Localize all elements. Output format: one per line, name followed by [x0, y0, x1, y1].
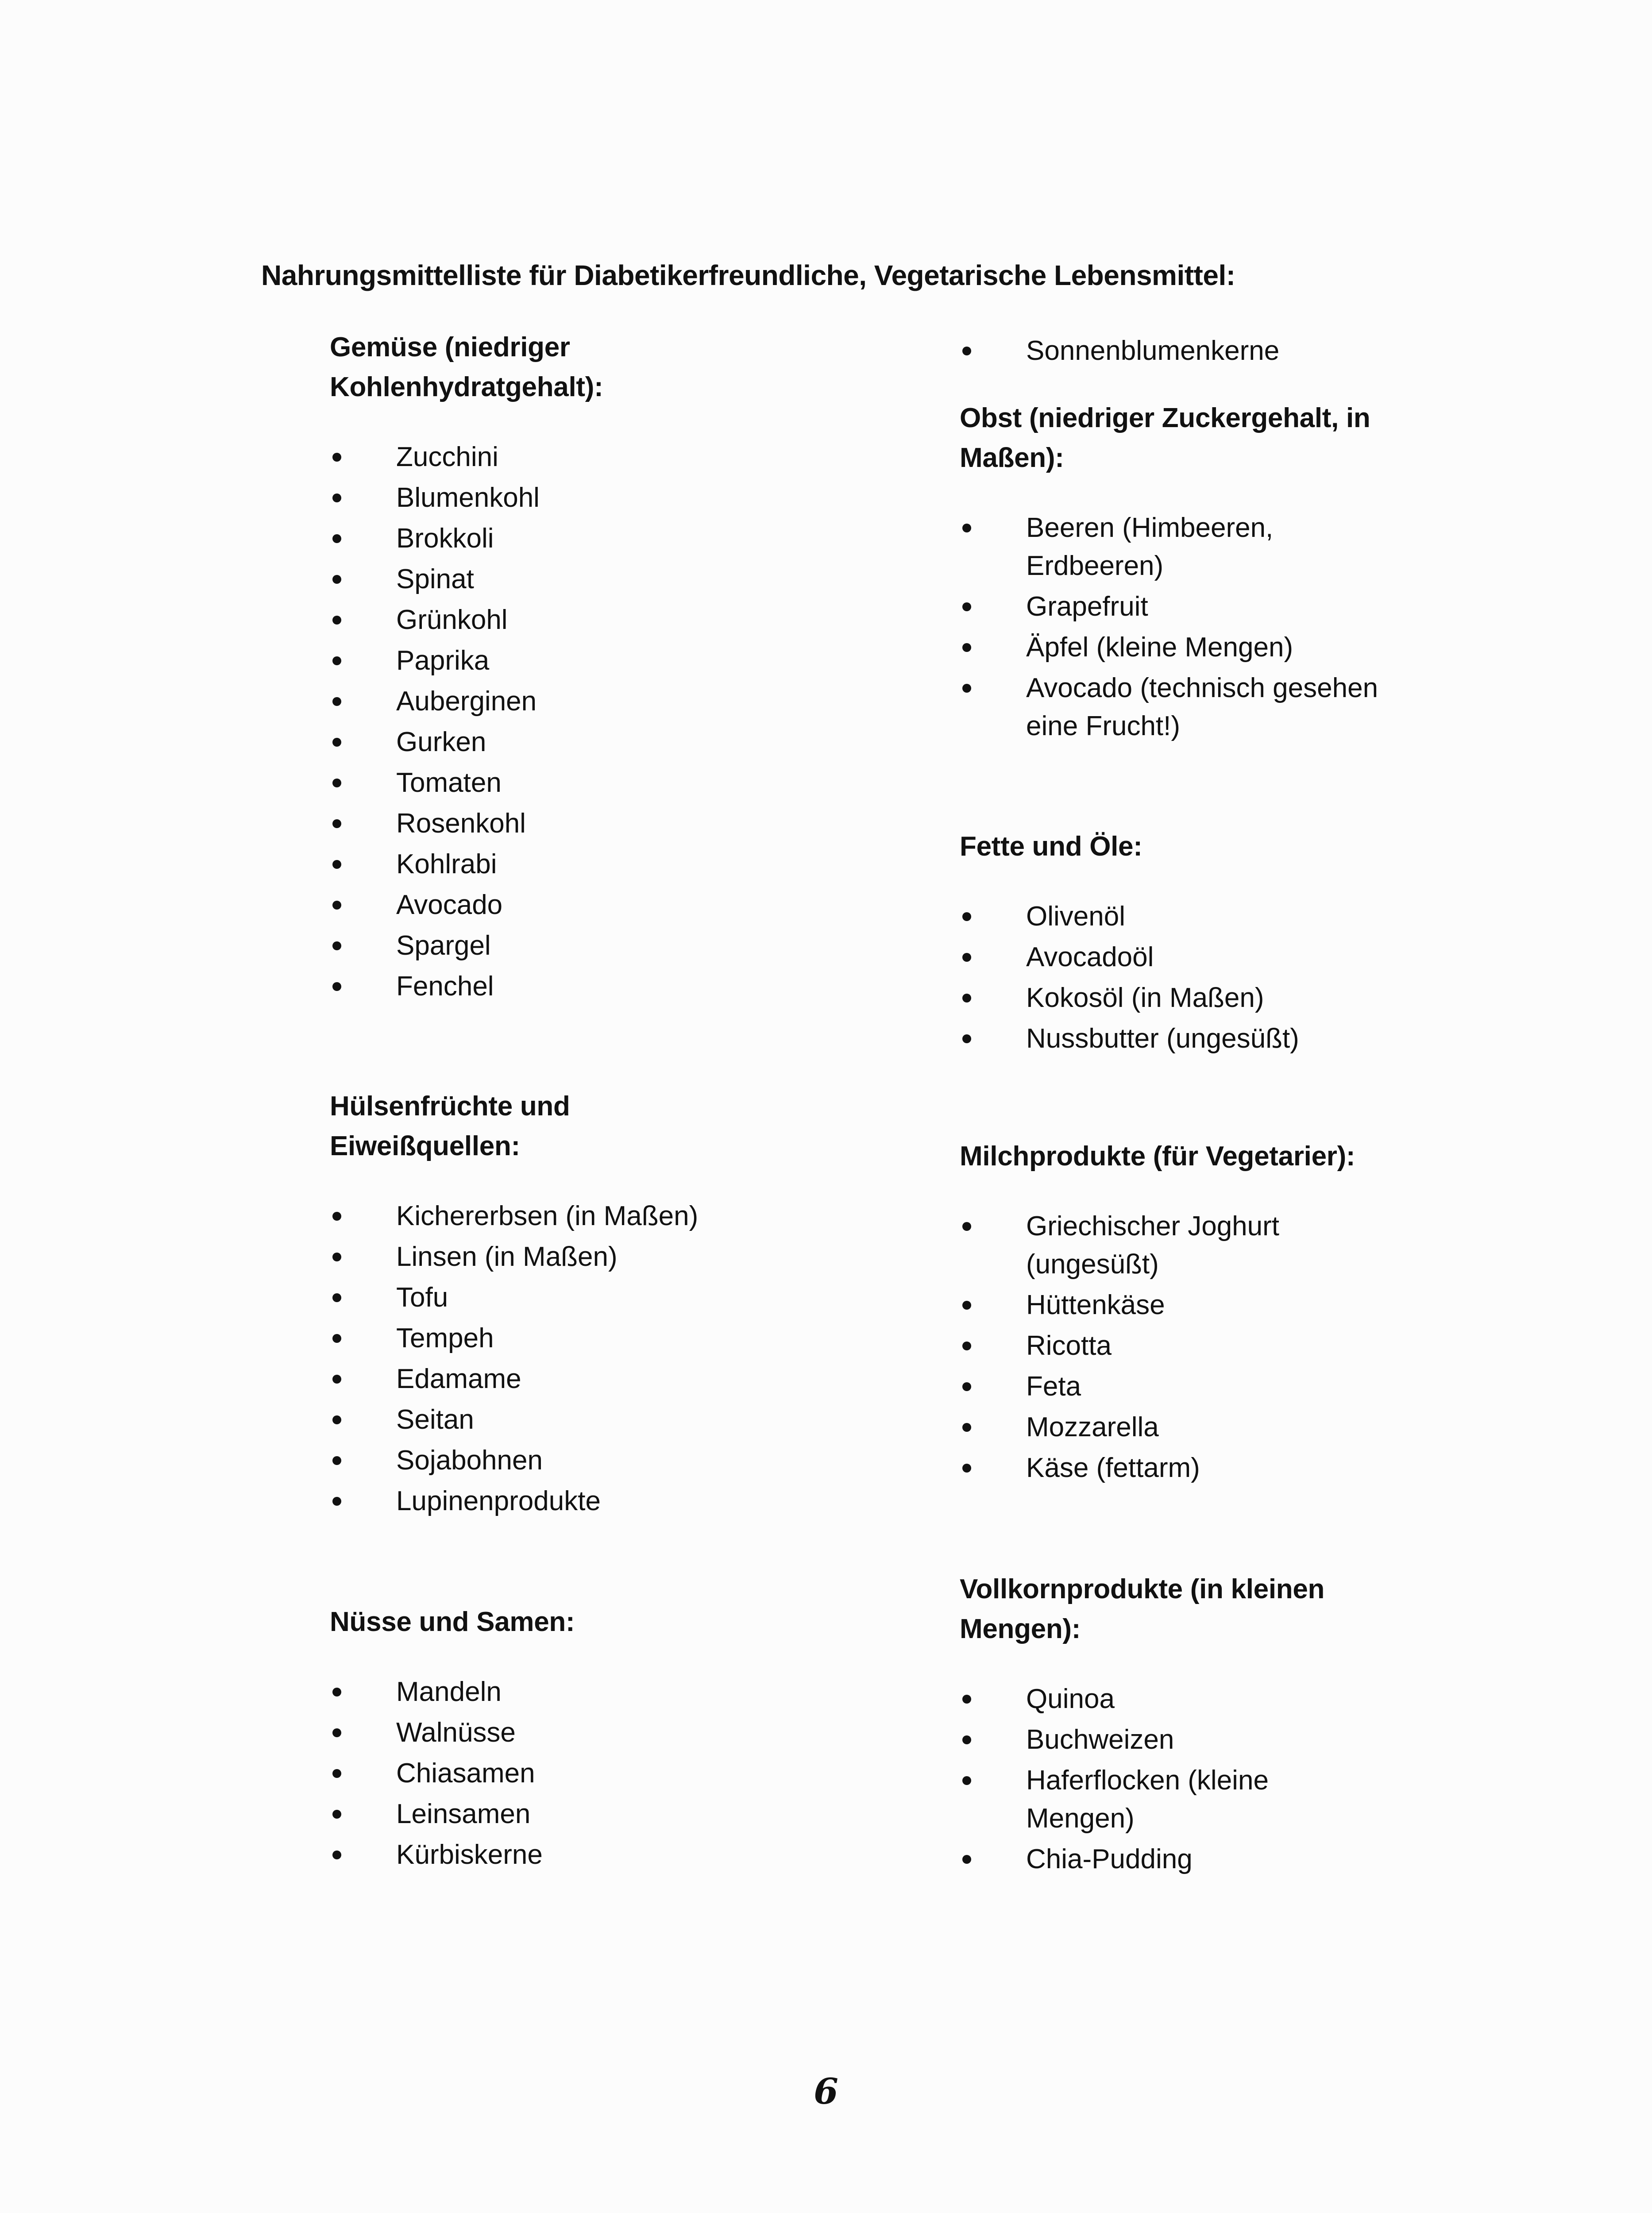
bullet-icon — [962, 953, 971, 962]
list-item-text: Seitan — [396, 1404, 474, 1435]
bullet-icon — [332, 1212, 341, 1221]
list-item-text: Käse (fettarm) — [1026, 1453, 1200, 1483]
list-item — [330, 1795, 781, 1833]
section-vollkorn — [960, 1569, 1411, 1881]
list-item-text: Kichererbsen (in Maßen) — [396, 1201, 699, 1231]
bullet-icon — [332, 534, 341, 543]
list-item-text: Kokosöl (in Maßen) — [1026, 983, 1264, 1013]
list-item — [330, 927, 781, 965]
section-fette — [960, 827, 1411, 1060]
list-item-text: Brokkoli — [396, 523, 494, 554]
list-item-text: Tofu — [396, 1282, 448, 1313]
bullet-icon — [332, 1497, 341, 1506]
list-item-text: Griechischer Joghurt — [1026, 1211, 1280, 1241]
bullet-icon — [962, 347, 971, 355]
section-heading-line: Gemüse (niedriger — [330, 332, 570, 362]
list-item-text: Blumenkohl — [396, 482, 540, 513]
section-heading-line: Obst (niedriger Zuckergehalt, in — [960, 403, 1370, 433]
bullet-icon — [332, 453, 341, 462]
section-heading — [330, 328, 781, 407]
bullet-icon — [332, 1769, 341, 1778]
list-item — [330, 1442, 781, 1480]
list-item-text: Nussbutter (ungesüßt) — [1026, 1023, 1299, 1054]
list-item — [330, 1401, 781, 1439]
list-item-text: Rosenkohl — [396, 808, 526, 839]
list-item-text: Lupinenprodukte — [396, 1486, 601, 1516]
list-item — [330, 1836, 781, 1874]
list-item — [960, 1449, 1411, 1487]
bullet-icon — [332, 697, 341, 706]
bullet-icon — [332, 575, 341, 584]
section-milch — [960, 1137, 1411, 1490]
section-heading-line: Milchprodukte (für Vegetarier): — [960, 1141, 1355, 1172]
list-item — [960, 1368, 1411, 1406]
list-item-text: Sonnenblumenkerne — [1026, 335, 1280, 366]
list-item — [960, 1020, 1411, 1058]
list-item-text: Mengen) — [1026, 1803, 1135, 1834]
list-item — [330, 1482, 781, 1520]
list-item-text: Sojabohnen — [396, 1445, 543, 1476]
section-heading-line: Kohlenhydratgehalt): — [330, 372, 603, 402]
bullet-icon — [332, 1456, 341, 1465]
list-item-text: Gurken — [396, 727, 486, 757]
list-item — [960, 332, 1411, 370]
list-item-text: eine Frucht!) — [1026, 711, 1181, 741]
list-item — [330, 479, 781, 517]
item-list — [960, 332, 1411, 370]
list-item — [960, 898, 1411, 936]
list-item — [960, 669, 1411, 745]
section-heading-line: Nüsse und Samen: — [330, 1607, 575, 1637]
bullet-icon — [332, 1375, 341, 1384]
bullet-icon — [962, 1301, 971, 1310]
list-item-text: Avocadoöl — [1026, 942, 1154, 972]
list-item — [960, 1762, 1411, 1838]
bullet-icon — [332, 819, 341, 828]
item-list — [960, 898, 1411, 1058]
list-item — [330, 723, 781, 761]
list-item-text: Auberginen — [396, 686, 537, 717]
list-item-text: Walnüsse — [396, 1717, 516, 1748]
list-item — [960, 938, 1411, 976]
list-item — [330, 560, 781, 598]
bullet-icon — [332, 1688, 341, 1696]
list-item — [330, 1360, 781, 1398]
list-item — [330, 1319, 781, 1357]
list-item-text: Kohlrabi — [396, 849, 497, 879]
section-nuesse — [330, 1602, 781, 1877]
list-item — [330, 682, 781, 721]
item-list — [330, 438, 781, 1006]
list-item-text: Äpfel (kleine Mengen) — [1026, 632, 1293, 663]
list-item — [330, 1238, 781, 1276]
bullet-icon — [332, 1253, 341, 1261]
bullet-icon — [332, 1728, 341, 1737]
list-item — [330, 886, 781, 924]
list-item — [330, 1279, 781, 1317]
list-item-text: Buchweizen — [1026, 1724, 1174, 1755]
list-item-text: (ungesüßt) — [1026, 1249, 1159, 1280]
list-item-text: Kürbiskerne — [396, 1839, 543, 1870]
bullet-icon — [332, 982, 341, 991]
list-item — [330, 642, 781, 680]
bullet-icon — [332, 1851, 341, 1859]
list-item-text: Grapefruit — [1026, 591, 1148, 622]
bullet-icon — [332, 1334, 341, 1343]
list-item-text: Avocado — [396, 890, 503, 920]
list-item-text: Linsen (in Maßen) — [396, 1241, 618, 1272]
list-item — [960, 1840, 1411, 1878]
item-list — [960, 509, 1411, 745]
section-heading — [960, 1569, 1411, 1649]
list-item — [330, 1673, 781, 1711]
bullet-icon — [962, 1695, 971, 1704]
list-item-text: Mozzarella — [1026, 1412, 1159, 1442]
item-list — [330, 1197, 781, 1520]
section-heading-line: Mengen): — [960, 1614, 1081, 1644]
list-item-text: Quinoa — [1026, 1684, 1115, 1714]
list-item — [330, 1197, 781, 1235]
section-heading-line: Eiweißquellen: — [330, 1131, 520, 1161]
list-item-text: Spargel — [396, 930, 491, 961]
list-item-text: Feta — [1026, 1371, 1081, 1402]
list-item — [960, 509, 1411, 585]
section-heading-line: Fette und Öle: — [960, 831, 1143, 862]
list-item-text: Haferflocken (kleine — [1026, 1765, 1269, 1796]
section-heading — [960, 827, 1411, 867]
section-obst — [960, 398, 1411, 748]
bullet-icon — [332, 1293, 341, 1302]
bullet-icon — [962, 1034, 971, 1043]
bullet-icon — [962, 1222, 971, 1231]
section-heading-line: Maßen): — [960, 443, 1064, 473]
list-item-text: Paprika — [396, 645, 490, 676]
item-list — [330, 1673, 781, 1874]
list-item — [330, 438, 781, 476]
list-item — [330, 968, 781, 1006]
item-list — [960, 1680, 1411, 1878]
list-item — [960, 1327, 1411, 1365]
page-title: Nahrungsmittelliste für Diabetikerfreundliche, Vegetarische Lebensmittel: — [261, 259, 1235, 291]
list-item — [960, 1408, 1411, 1446]
section-heading — [960, 398, 1411, 478]
list-item — [960, 979, 1411, 1017]
bullet-icon — [332, 941, 341, 950]
section-heading — [330, 1602, 781, 1642]
bullet-icon — [962, 1776, 971, 1785]
list-item — [330, 845, 781, 883]
bullet-icon — [332, 738, 341, 747]
bullet-icon — [962, 602, 971, 611]
section-heading — [960, 1137, 1411, 1176]
list-item-text: Chiasamen — [396, 1758, 535, 1789]
list-item-text: Leinsamen — [396, 1799, 531, 1829]
bullet-icon — [332, 1415, 341, 1424]
list-item-text: Olivenöl — [1026, 901, 1125, 932]
list-item-text: Beeren (Himbeeren, — [1026, 513, 1274, 543]
list-item — [330, 764, 781, 802]
list-item — [960, 1680, 1411, 1718]
list-item — [330, 520, 781, 558]
bullet-icon — [332, 493, 341, 502]
list-item-text: Tomaten — [396, 767, 502, 798]
bullet-icon — [332, 779, 341, 787]
section-heading — [330, 1087, 781, 1166]
bullet-icon — [962, 1382, 971, 1391]
bullet-icon — [962, 1342, 971, 1350]
list-item-text: Zucchini — [396, 442, 498, 472]
bullet-icon — [962, 1423, 971, 1432]
list-item — [960, 1286, 1411, 1324]
bullet-icon — [332, 1810, 341, 1819]
list-item-text: Fenchel — [396, 971, 494, 1002]
bullet-icon — [962, 643, 971, 652]
list-item — [960, 1721, 1411, 1759]
section-heading-line: Vollkornprodukte (in kleinen — [960, 1574, 1325, 1604]
list-item-text: Grünkohl — [396, 605, 508, 635]
list-item — [330, 805, 781, 843]
list-item-text: Spinat — [396, 564, 474, 594]
list-item — [330, 601, 781, 639]
item-list — [960, 1207, 1411, 1487]
list-item — [960, 1207, 1411, 1284]
bullet-icon — [962, 684, 971, 693]
list-item-text: Ricotta — [1026, 1330, 1112, 1361]
bullet-icon — [962, 994, 971, 1002]
page-number: 6 — [814, 2070, 838, 2112]
list-item — [960, 628, 1411, 667]
list-item-text: Avocado (technisch gesehen — [1026, 673, 1378, 703]
list-item — [330, 1714, 781, 1752]
bullet-icon — [962, 1855, 971, 1864]
bullet-icon — [962, 1464, 971, 1473]
list-item-text: Chia-Pudding — [1026, 1844, 1193, 1874]
list-item-text: Erdbeeren) — [1026, 551, 1164, 581]
list-item — [330, 1754, 781, 1793]
section-nuesse-fortsetzung — [960, 332, 1411, 373]
bullet-icon — [332, 901, 341, 910]
bullet-icon — [962, 524, 971, 532]
list-item-text: Hüttenkäse — [1026, 1290, 1165, 1320]
bullet-icon — [962, 912, 971, 921]
list-item-text: Tempeh — [396, 1323, 494, 1353]
section-gemuese — [330, 328, 781, 1008]
list-item-text: Edamame — [396, 1364, 521, 1394]
list-item-text: Mandeln — [396, 1677, 502, 1707]
bullet-icon — [332, 616, 341, 625]
section-huelsenfruechte — [330, 1087, 781, 1523]
bullet-icon — [962, 1735, 971, 1744]
section-heading-line: Hülsenfrüchte und — [330, 1091, 570, 1122]
list-item — [960, 588, 1411, 626]
bullet-icon — [332, 860, 341, 869]
bullet-icon — [332, 656, 341, 665]
